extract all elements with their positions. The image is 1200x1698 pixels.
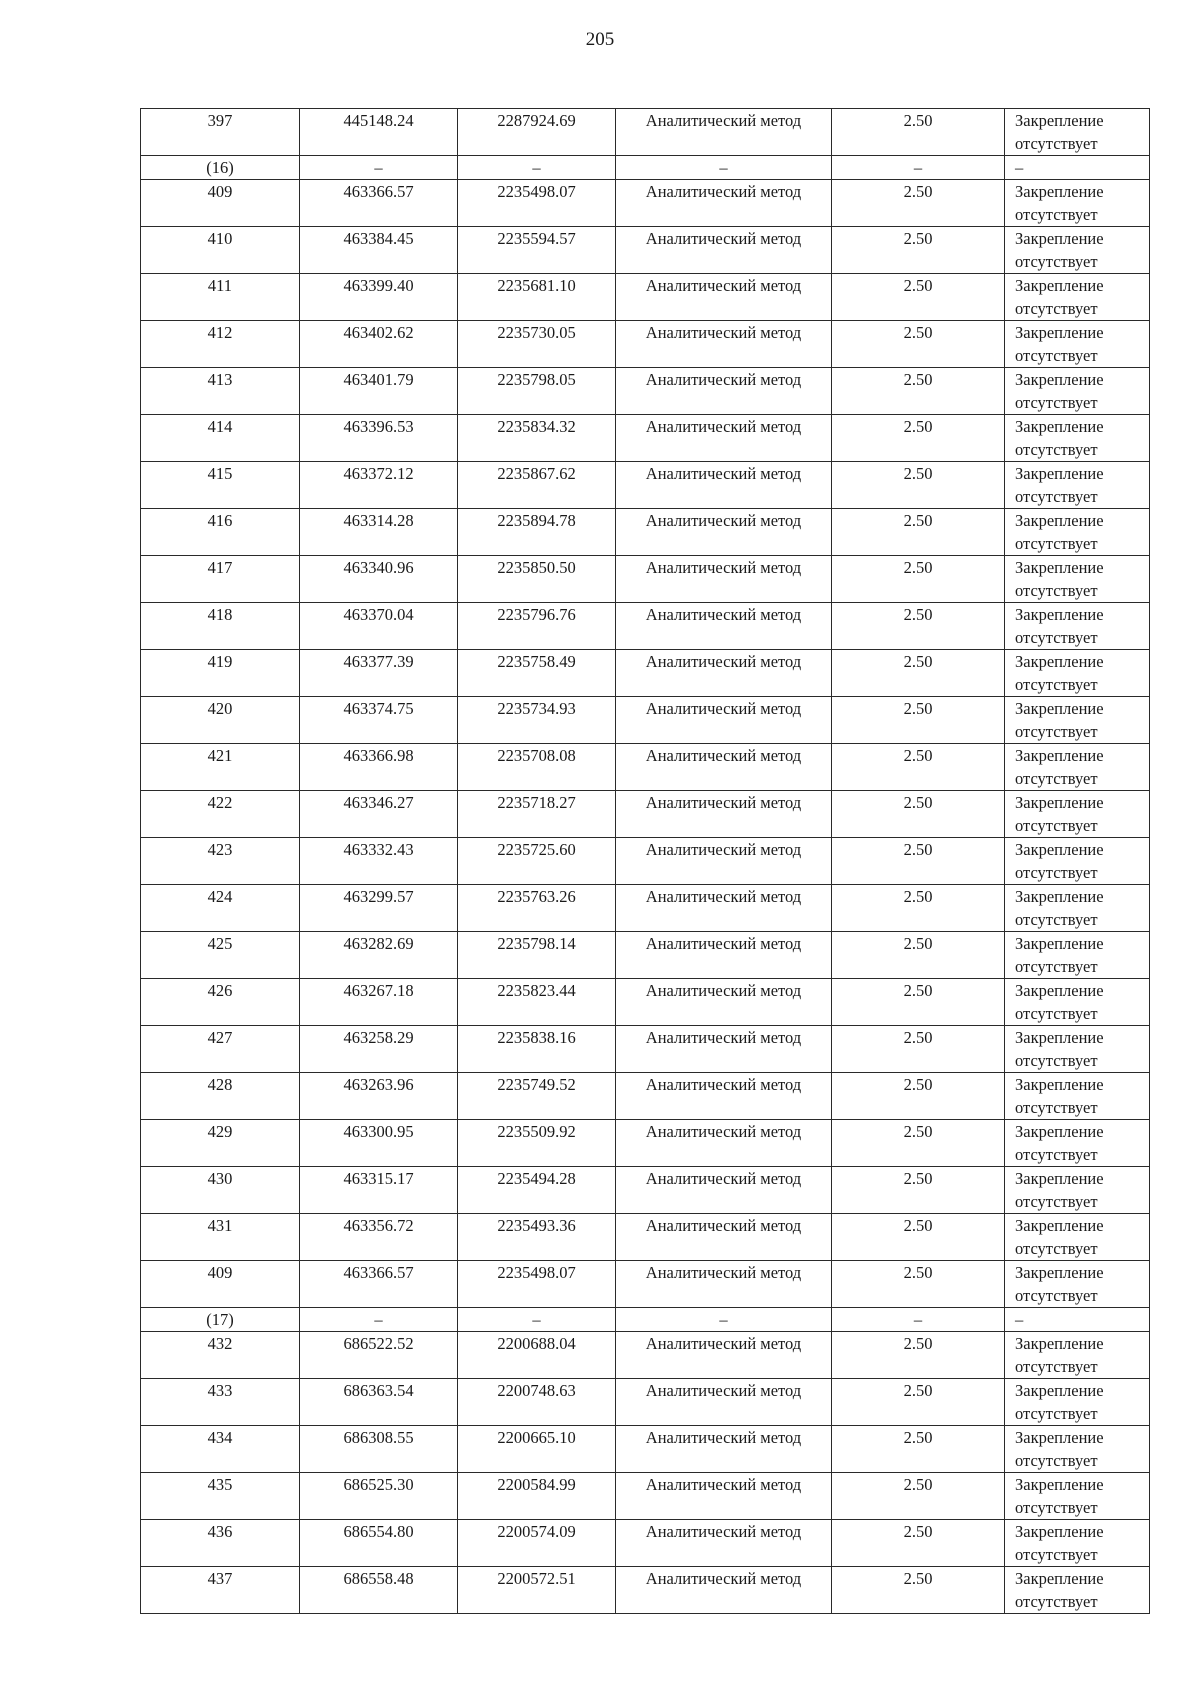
- table-row: [141, 932, 1150, 979]
- accuracy-cell: 2.50: [832, 1167, 1005, 1214]
- x-coordinate-cell: 463384.45: [300, 227, 458, 274]
- x-coordinate-cell: –: [300, 1308, 458, 1332]
- table-row: [141, 109, 1150, 156]
- point-number-cell: 431: [141, 1214, 300, 1261]
- point-number-cell: 437: [141, 1567, 300, 1614]
- accuracy-cell: 2.50: [832, 368, 1005, 415]
- table-row: [141, 1026, 1150, 1073]
- y-coordinate-cell: 2200665.10: [458, 1426, 616, 1473]
- y-coordinate-cell: 2235749.52: [458, 1073, 616, 1120]
- y-coordinate-cell: 2235509.92: [458, 1120, 616, 1167]
- accuracy-cell: 2.50: [832, 603, 1005, 650]
- coordinates-table-body: [141, 109, 1150, 1614]
- accuracy-cell: 2.50: [832, 109, 1005, 156]
- accuracy-cell: 2.50: [832, 274, 1005, 321]
- point-number-cell: 412: [141, 321, 300, 368]
- marking-cell: Закрепление отсутствует: [1005, 838, 1150, 885]
- method-cell: –: [616, 1308, 832, 1332]
- marking-cell: Закрепление отсутствует: [1005, 109, 1150, 156]
- point-number-cell: 425: [141, 932, 300, 979]
- table-row: [141, 1567, 1150, 1614]
- marking-cell: Закрепление отсутствует: [1005, 603, 1150, 650]
- x-coordinate-cell: 463366.57: [300, 1261, 458, 1308]
- marking-cell: Закрепление отсутствует: [1005, 697, 1150, 744]
- x-coordinate-cell: –: [300, 156, 458, 180]
- accuracy-cell: 2.50: [832, 1426, 1005, 1473]
- table-row: [141, 650, 1150, 697]
- accuracy-cell: 2.50: [832, 180, 1005, 227]
- method-cell: Аналитический метод: [616, 1073, 832, 1120]
- y-coordinate-cell: 2235850.50: [458, 556, 616, 603]
- marking-cell: Закрепление отсутствует: [1005, 1026, 1150, 1073]
- method-cell: Аналитический метод: [616, 556, 832, 603]
- method-cell: Аналитический метод: [616, 838, 832, 885]
- table-row: [141, 180, 1150, 227]
- accuracy-cell: 2.50: [832, 1214, 1005, 1261]
- point-number-cell: 423: [141, 838, 300, 885]
- method-cell: Аналитический метод: [616, 509, 832, 556]
- accuracy-cell: 2.50: [832, 885, 1005, 932]
- table-row: [141, 462, 1150, 509]
- accuracy-cell: 2.50: [832, 1073, 1005, 1120]
- table-row: [141, 1473, 1150, 1520]
- point-number-cell: 409: [141, 180, 300, 227]
- x-coordinate-cell: 463366.57: [300, 180, 458, 227]
- method-cell: Аналитический метод: [616, 321, 832, 368]
- marking-cell: Закрепление отсутствует: [1005, 509, 1150, 556]
- point-number-cell: 434: [141, 1426, 300, 1473]
- table-row: [141, 1426, 1150, 1473]
- x-coordinate-cell: 463258.29: [300, 1026, 458, 1073]
- marking-cell: Закрепление отсутствует: [1005, 885, 1150, 932]
- marking-cell: Закрепление отсутствует: [1005, 180, 1150, 227]
- method-cell: Аналитический метод: [616, 109, 832, 156]
- point-number-cell: 409: [141, 1261, 300, 1308]
- x-coordinate-cell: 463374.75: [300, 697, 458, 744]
- accuracy-cell: 2.50: [832, 1520, 1005, 1567]
- point-number-cell: 418: [141, 603, 300, 650]
- marking-cell: Закрепление отсутствует: [1005, 415, 1150, 462]
- y-coordinate-cell: –: [458, 1308, 616, 1332]
- x-coordinate-cell: 686558.48: [300, 1567, 458, 1614]
- marking-cell: Закрепление отсутствует: [1005, 1214, 1150, 1261]
- x-coordinate-cell: 686554.80: [300, 1520, 458, 1567]
- y-coordinate-cell: 2200748.63: [458, 1379, 616, 1426]
- y-coordinate-cell: 2235798.05: [458, 368, 616, 415]
- table-row: [141, 1167, 1150, 1214]
- y-coordinate-cell: 2235594.57: [458, 227, 616, 274]
- table-row: [141, 509, 1150, 556]
- y-coordinate-cell: 2235498.07: [458, 1261, 616, 1308]
- point-number-cell: 435: [141, 1473, 300, 1520]
- accuracy-cell: 2.50: [832, 462, 1005, 509]
- marking-cell: –: [1005, 156, 1150, 180]
- table-row: [141, 368, 1150, 415]
- method-cell: Аналитический метод: [616, 1261, 832, 1308]
- marking-cell: Закрепление отсутствует: [1005, 932, 1150, 979]
- accuracy-cell: 2.50: [832, 1026, 1005, 1073]
- method-cell: Аналитический метод: [616, 1026, 832, 1073]
- y-coordinate-cell: 2235823.44: [458, 979, 616, 1026]
- x-coordinate-cell: 463267.18: [300, 979, 458, 1026]
- y-coordinate-cell: 2235494.28: [458, 1167, 616, 1214]
- point-number-cell: 421: [141, 744, 300, 791]
- marking-cell: Закрепление отсутствует: [1005, 650, 1150, 697]
- table-row: [141, 838, 1150, 885]
- point-number-cell: 420: [141, 697, 300, 744]
- marking-cell: –: [1005, 1308, 1150, 1332]
- x-coordinate-cell: 463346.27: [300, 791, 458, 838]
- x-coordinate-cell: 686308.55: [300, 1426, 458, 1473]
- table-row: [141, 1120, 1150, 1167]
- method-cell: Аналитический метод: [616, 274, 832, 321]
- y-coordinate-cell: 2235796.76: [458, 603, 616, 650]
- method-cell: Аналитический метод: [616, 1120, 832, 1167]
- marking-cell: Закрепление отсутствует: [1005, 1120, 1150, 1167]
- method-cell: Аналитический метод: [616, 744, 832, 791]
- table-row: [141, 791, 1150, 838]
- marking-cell: Закрепление отсутствует: [1005, 979, 1150, 1026]
- accuracy-cell: 2.50: [832, 321, 1005, 368]
- point-number-cell: 430: [141, 1167, 300, 1214]
- point-number-cell: (17): [141, 1308, 300, 1332]
- method-cell: Аналитический метод: [616, 1167, 832, 1214]
- x-coordinate-cell: 463401.79: [300, 368, 458, 415]
- table-row: [141, 979, 1150, 1026]
- x-coordinate-cell: 463396.53: [300, 415, 458, 462]
- accuracy-cell: 2.50: [832, 1261, 1005, 1308]
- method-cell: Аналитический метод: [616, 791, 832, 838]
- y-coordinate-cell: 2235734.93: [458, 697, 616, 744]
- marking-cell: Закрепление отсутствует: [1005, 227, 1150, 274]
- method-cell: Аналитический метод: [616, 368, 832, 415]
- marking-cell: Закрепление отсутствует: [1005, 744, 1150, 791]
- method-cell: Аналитический метод: [616, 1332, 832, 1379]
- table-row: [141, 415, 1150, 462]
- table-row: [141, 697, 1150, 744]
- x-coordinate-cell: 463372.12: [300, 462, 458, 509]
- method-cell: –: [616, 156, 832, 180]
- accuracy-cell: 2.50: [832, 415, 1005, 462]
- point-number-cell: 419: [141, 650, 300, 697]
- accuracy-cell: 2.50: [832, 556, 1005, 603]
- marking-cell: Закрепление отсутствует: [1005, 321, 1150, 368]
- point-number-cell: 411: [141, 274, 300, 321]
- point-number-cell: 432: [141, 1332, 300, 1379]
- contour-separator-row: [141, 1308, 1150, 1332]
- marking-cell: Закрепление отсутствует: [1005, 1520, 1150, 1567]
- method-cell: Аналитический метод: [616, 462, 832, 509]
- method-cell: Аналитический метод: [616, 885, 832, 932]
- x-coordinate-cell: 463263.96: [300, 1073, 458, 1120]
- x-coordinate-cell: 463366.98: [300, 744, 458, 791]
- x-coordinate-cell: 463332.43: [300, 838, 458, 885]
- y-coordinate-cell: 2235894.78: [458, 509, 616, 556]
- y-coordinate-cell: 2200574.09: [458, 1520, 616, 1567]
- marking-cell: Закрепление отсутствует: [1005, 1379, 1150, 1426]
- point-number-cell: 414: [141, 415, 300, 462]
- y-coordinate-cell: –: [458, 156, 616, 180]
- method-cell: Аналитический метод: [616, 1520, 832, 1567]
- x-coordinate-cell: 686363.54: [300, 1379, 458, 1426]
- y-coordinate-cell: 2235498.07: [458, 180, 616, 227]
- table-row: [141, 603, 1150, 650]
- table-row: [141, 744, 1150, 791]
- accuracy-cell: –: [832, 1308, 1005, 1332]
- accuracy-cell: 2.50: [832, 697, 1005, 744]
- y-coordinate-cell: 2235838.16: [458, 1026, 616, 1073]
- x-coordinate-cell: 463402.62: [300, 321, 458, 368]
- point-number-cell: 433: [141, 1379, 300, 1426]
- accuracy-cell: 2.50: [832, 838, 1005, 885]
- y-coordinate-cell: 2235718.27: [458, 791, 616, 838]
- point-number-cell: 424: [141, 885, 300, 932]
- y-coordinate-cell: 2235758.49: [458, 650, 616, 697]
- marking-cell: Закрепление отсутствует: [1005, 462, 1150, 509]
- marking-cell: Закрепление отсутствует: [1005, 1261, 1150, 1308]
- x-coordinate-cell: 463370.04: [300, 603, 458, 650]
- point-number-cell: 426: [141, 979, 300, 1026]
- y-coordinate-cell: 2200584.99: [458, 1473, 616, 1520]
- accuracy-cell: 2.50: [832, 1473, 1005, 1520]
- x-coordinate-cell: 463377.39: [300, 650, 458, 697]
- marking-cell: Закрепление отсутствует: [1005, 1332, 1150, 1379]
- marking-cell: Закрепление отсутствует: [1005, 1567, 1150, 1614]
- accuracy-cell: 2.50: [832, 227, 1005, 274]
- table-row: [141, 227, 1150, 274]
- table-row: [141, 1073, 1150, 1120]
- marking-cell: Закрепление отсутствует: [1005, 368, 1150, 415]
- method-cell: Аналитический метод: [616, 697, 832, 744]
- y-coordinate-cell: 2235867.62: [458, 462, 616, 509]
- marking-cell: Закрепление отсутствует: [1005, 556, 1150, 603]
- y-coordinate-cell: 2235763.26: [458, 885, 616, 932]
- marking-cell: Закрепление отсутствует: [1005, 1167, 1150, 1214]
- method-cell: Аналитический метод: [616, 1379, 832, 1426]
- method-cell: Аналитический метод: [616, 415, 832, 462]
- x-coordinate-cell: 463340.96: [300, 556, 458, 603]
- y-coordinate-cell: 2200572.51: [458, 1567, 616, 1614]
- x-coordinate-cell: 445148.24: [300, 109, 458, 156]
- accuracy-cell: 2.50: [832, 1332, 1005, 1379]
- accuracy-cell: 2.50: [832, 650, 1005, 697]
- point-number-cell: 429: [141, 1120, 300, 1167]
- marking-cell: Закрепление отсутствует: [1005, 1473, 1150, 1520]
- y-coordinate-cell: 2235493.36: [458, 1214, 616, 1261]
- method-cell: Аналитический метод: [616, 650, 832, 697]
- method-cell: Аналитический метод: [616, 1567, 832, 1614]
- point-number-cell: (16): [141, 156, 300, 180]
- method-cell: Аналитический метод: [616, 603, 832, 650]
- y-coordinate-cell: 2235834.32: [458, 415, 616, 462]
- x-coordinate-cell: 686522.52: [300, 1332, 458, 1379]
- accuracy-cell: 2.50: [832, 979, 1005, 1026]
- point-number-cell: 427: [141, 1026, 300, 1073]
- point-number-cell: 436: [141, 1520, 300, 1567]
- x-coordinate-cell: 463314.28: [300, 509, 458, 556]
- x-coordinate-cell: 463356.72: [300, 1214, 458, 1261]
- method-cell: Аналитический метод: [616, 1214, 832, 1261]
- coordinates-table: [140, 108, 1150, 1614]
- y-coordinate-cell: 2235725.60: [458, 838, 616, 885]
- method-cell: Аналитический метод: [616, 1473, 832, 1520]
- marking-cell: Закрепление отсутствует: [1005, 791, 1150, 838]
- point-number-cell: 428: [141, 1073, 300, 1120]
- x-coordinate-cell: 463299.57: [300, 885, 458, 932]
- accuracy-cell: 2.50: [832, 1120, 1005, 1167]
- method-cell: Аналитический метод: [616, 227, 832, 274]
- accuracy-cell: 2.50: [832, 509, 1005, 556]
- table-row: [141, 1261, 1150, 1308]
- table-row: [141, 274, 1150, 321]
- table-row: [141, 556, 1150, 603]
- x-coordinate-cell: 686525.30: [300, 1473, 458, 1520]
- contour-separator-row: [141, 156, 1150, 180]
- table-row: [141, 885, 1150, 932]
- method-cell: Аналитический метод: [616, 932, 832, 979]
- y-coordinate-cell: 2235681.10: [458, 274, 616, 321]
- accuracy-cell: –: [832, 156, 1005, 180]
- accuracy-cell: 2.50: [832, 744, 1005, 791]
- page-number: 205: [585, 29, 615, 50]
- x-coordinate-cell: 463300.95: [300, 1120, 458, 1167]
- accuracy-cell: 2.50: [832, 932, 1005, 979]
- table-row: [141, 1379, 1150, 1426]
- method-cell: Аналитический метод: [616, 180, 832, 227]
- marking-cell: Закрепление отсутствует: [1005, 274, 1150, 321]
- accuracy-cell: 2.50: [832, 1567, 1005, 1614]
- method-cell: Аналитический метод: [616, 1426, 832, 1473]
- table-row: [141, 1520, 1150, 1567]
- point-number-cell: 417: [141, 556, 300, 603]
- point-number-cell: 410: [141, 227, 300, 274]
- x-coordinate-cell: 463399.40: [300, 274, 458, 321]
- y-coordinate-cell: 2287924.69: [458, 109, 616, 156]
- point-number-cell: 416: [141, 509, 300, 556]
- point-number-cell: 413: [141, 368, 300, 415]
- x-coordinate-cell: 463282.69: [300, 932, 458, 979]
- point-number-cell: 422: [141, 791, 300, 838]
- accuracy-cell: 2.50: [832, 791, 1005, 838]
- method-cell: Аналитический метод: [616, 979, 832, 1026]
- table-row: [141, 321, 1150, 368]
- x-coordinate-cell: 463315.17: [300, 1167, 458, 1214]
- point-number-cell: 397: [141, 109, 300, 156]
- table-row: [141, 1214, 1150, 1261]
- y-coordinate-cell: 2235798.14: [458, 932, 616, 979]
- y-coordinate-cell: 2235708.08: [458, 744, 616, 791]
- point-number-cell: 415: [141, 462, 300, 509]
- marking-cell: Закрепление отсутствует: [1005, 1426, 1150, 1473]
- marking-cell: Закрепление отсутствует: [1005, 1073, 1150, 1120]
- y-coordinate-cell: 2235730.05: [458, 321, 616, 368]
- accuracy-cell: 2.50: [832, 1379, 1005, 1426]
- y-coordinate-cell: 2200688.04: [458, 1332, 616, 1379]
- table-row: [141, 1332, 1150, 1379]
